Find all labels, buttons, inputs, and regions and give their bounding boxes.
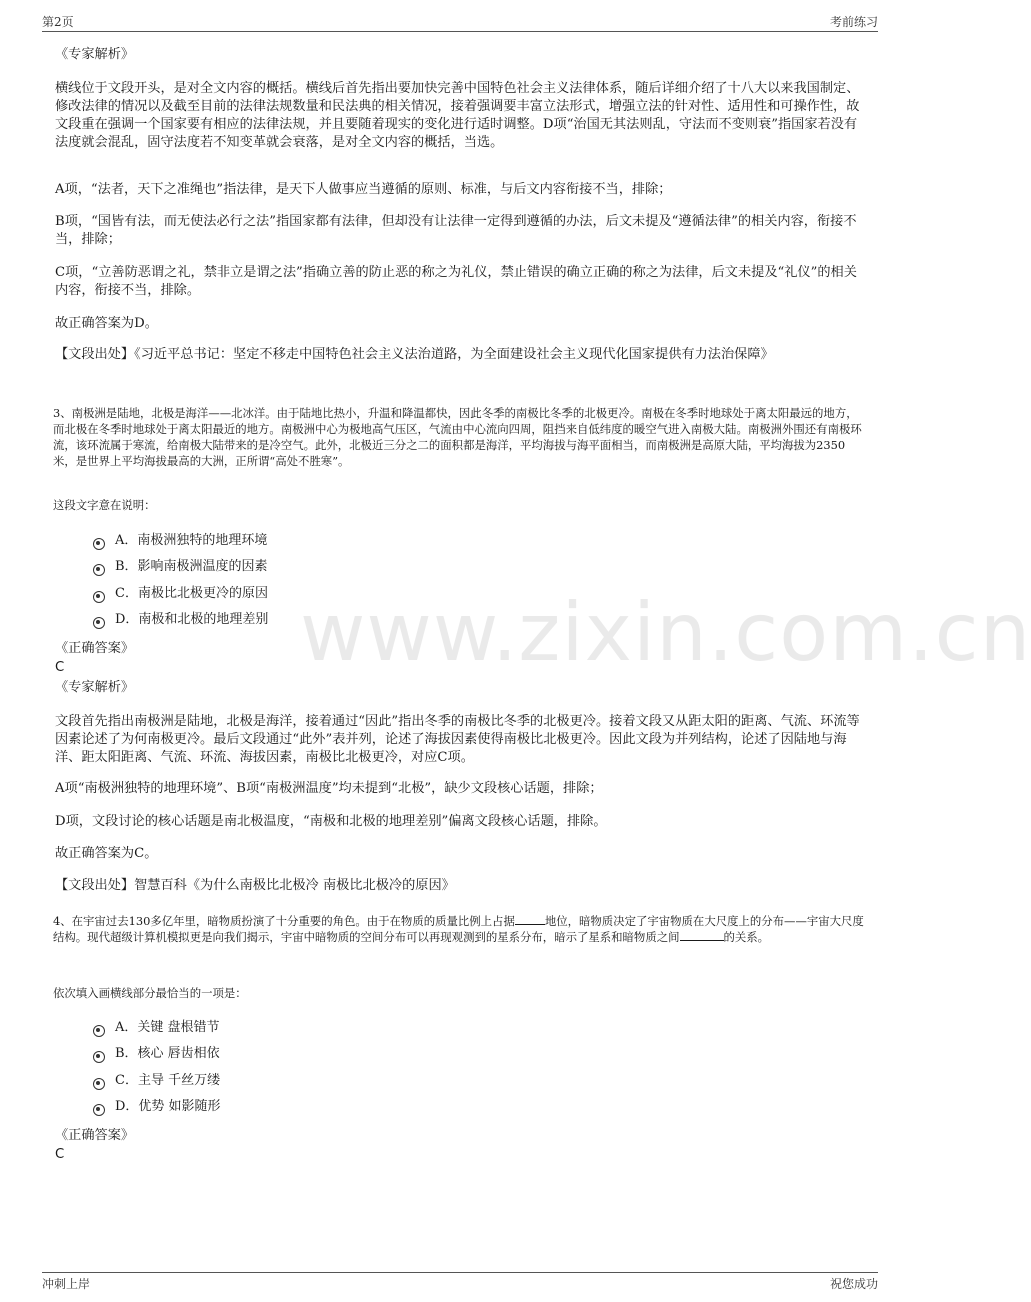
q3-analysis-title: 《专家解析》 bbox=[55, 680, 135, 695]
q3-option-a[interactable] bbox=[93, 532, 267, 550]
q2-analysis-body: 横线位于文段开头，是对全文内容的概括。横线后首先指出要加快完善中国特色社会主义法律体系，随后详细介绍了十八大以来我国制定、修改法律的情况以及截至目前的法律法规数量和民法典的相关情况，接着强调要丰富立法形式，增强立法的针对性、适用性和可操作性，故文段重在强调一个国家要有相应的法律法规，并且要随着现实的变化进行适时调整。D项“治国无其法则乱，守法而不变则衰”指国家若没有法度就会混乱，固守法度若不知变革就会衰落，是对全文内容的概括，当选。 bbox=[55, 81, 860, 150]
radio-icon[interactable] bbox=[93, 1078, 105, 1090]
footer-left: 冲刺上岸 bbox=[42, 1277, 91, 1291]
radio-icon[interactable] bbox=[93, 591, 105, 603]
q4-blank-1 bbox=[515, 913, 545, 925]
q2-source: 【文段出处】《习近平总书记：坚定不移走中国特色社会主义法治道路，为全面建设社会主义现代化国家提供有力法治保障》 bbox=[55, 347, 774, 362]
q2-conclusion: 故正确答案为D。 bbox=[55, 316, 158, 331]
q3-option-b-label: B．影响南极洲温度的因素 bbox=[115, 559, 268, 574]
radio-icon[interactable] bbox=[93, 538, 105, 550]
radio-icon[interactable] bbox=[93, 1025, 105, 1037]
q2-analysis-title: 《专家解析》 bbox=[55, 47, 135, 62]
q2-note-c: C项，“立善防恶谓之礼，禁非立是谓之法”指确立善的防止恶的称之为礼仪，禁止错误的确立正确的称之为法律，后文未提及“礼仪”的相关内容，衔接不当，排除。 bbox=[55, 265, 857, 298]
q3-option-a-label: A．南极洲独特的地理环境 bbox=[115, 533, 268, 548]
q3-answer-title: 《正确答案》 bbox=[55, 641, 135, 656]
q3-analysis-body: 文段首先指出南极洲是陆地，北极是海洋，接着通过“因此”指出冬季的南极比冬季的北极更冷。接着文段又从距太阳的距离、气流、环流等因素论述了为何南极更冷。最后文段通过“此外”表并列，论述了海拔因素使得南极比北极更冷。因此文段为并列结构，论述了因陆地与海洋、距太阳距离、气流、环流、海拔因素，南极比北极更冷，对应C项。 bbox=[55, 714, 860, 765]
q4-stem-part3: 的关系。 bbox=[723, 930, 770, 944]
radio-icon[interactable] bbox=[93, 617, 105, 629]
q4-blank-2 bbox=[680, 929, 724, 941]
radio-icon[interactable] bbox=[93, 1104, 105, 1116]
q3-note-d: D项，文段讨论的核心话题是南北极温度，“南极和北极的地理差别”偏离文段核心话题，排除。 bbox=[55, 814, 607, 829]
q4-option-b-label: B．核心 唇齿相依 bbox=[115, 1046, 220, 1061]
q4-prompt: 依次填入画横线部分最恰当的一项是： bbox=[53, 986, 247, 1000]
q3-answer: C bbox=[55, 660, 65, 675]
q3-option-d[interactable] bbox=[93, 611, 268, 629]
q3-prompt: 这段文字意在说明： bbox=[53, 498, 156, 512]
q3-option-d-label: D．南极和北极的地理差别 bbox=[115, 612, 269, 627]
q2-note-b: B项，“国皆有法，而无使法必行之法”指国家都有法律，但却没有让法律一定得到遵循的办法，后文未提及“遵循法律”的相关内容，衔接不当，排除； bbox=[55, 214, 857, 247]
q3-note-ab: A项“南极洲独特的地理环境”、B项“南极洲温度”均未提到“北极”，缺少文段核心话题，排除； bbox=[55, 781, 603, 796]
q4-stem-part2: 地位，暗物质决定了宇宙物质在大尺度上的分布——宇宙大尺度结构。现代超级计算机模拟更是向我们揭示，宇宙中暗物质的空间分布可以再现观测到的星系分布，暗示了星系和暗物质之间 bbox=[53, 914, 864, 944]
q3-option-c-label: C．南极比北极更冷的原因 bbox=[115, 586, 268, 601]
q4-option-d[interactable] bbox=[93, 1098, 221, 1116]
radio-icon[interactable] bbox=[93, 1051, 105, 1063]
header-title: 考前练习 bbox=[829, 15, 878, 29]
q3-option-b[interactable] bbox=[93, 558, 268, 576]
q2-note-a: A项，“法者，天下之准绳也”指法律，是天下人做事应当遵循的原则、标准，与后文内容衔接不当，排除； bbox=[55, 182, 672, 197]
page-footer bbox=[42, 1272, 878, 1293]
q4-option-a-label: A．关键 盘根错节 bbox=[115, 1020, 220, 1035]
q4-stem bbox=[53, 913, 867, 945]
q3-option-c[interactable] bbox=[93, 585, 268, 603]
q4-option-d-label: D．优势 如影随形 bbox=[115, 1099, 221, 1114]
q3-source: 【文段出处】智慧百科《为什么南极比北极冷 南极比北极冷的原因》 bbox=[55, 878, 455, 893]
q4-answer: C bbox=[55, 1147, 65, 1162]
q4-stem-part1: 4、在宇宙过去130多亿年里，暗物质扮演了十分重要的角色。由于在物质的质量比例上占据 bbox=[53, 914, 515, 928]
q4-option-a[interactable] bbox=[93, 1019, 220, 1037]
page-number: 第2页 bbox=[42, 15, 74, 29]
watermark: www.zixin.com.cn bbox=[300, 586, 1031, 679]
q4-option-c[interactable] bbox=[93, 1072, 220, 1090]
footer-right: 祝您成功 bbox=[829, 1277, 878, 1291]
radio-icon[interactable] bbox=[93, 564, 105, 576]
q4-answer-title: 《正确答案》 bbox=[55, 1128, 135, 1143]
q3-stem: 3、南极洲是陆地，北极是海洋——北冰洋。由于陆地比热小，升温和降温都快，因此冬季的南极比冬季的北极更冷。南极在冬季时地球处于离太阳最远的地方，而北极在冬季时地球处于离太阳最近的地方。南极洲中心为极地高气压区，气流由中心流向四周，阻挡来自低纬度的暖空气进入南极大陆。南极洲外围还有南极环流，该环流属于寒流，给南极大陆带来的是冷空气。此外，北极近三分之二的面积都是海洋，平均海拔与海平面相当，而南极洲是高原大陆，平均海拔为2350米，是世界上平均海拔最高的大洲，正所谓“高处不胜寒”。 bbox=[53, 406, 862, 468]
q4-option-b[interactable] bbox=[93, 1045, 220, 1063]
page-header bbox=[42, 13, 878, 32]
q4-option-c-label: C．主导 千丝万缕 bbox=[115, 1073, 221, 1088]
q3-conclusion: 故正确答案为C。 bbox=[55, 846, 158, 861]
